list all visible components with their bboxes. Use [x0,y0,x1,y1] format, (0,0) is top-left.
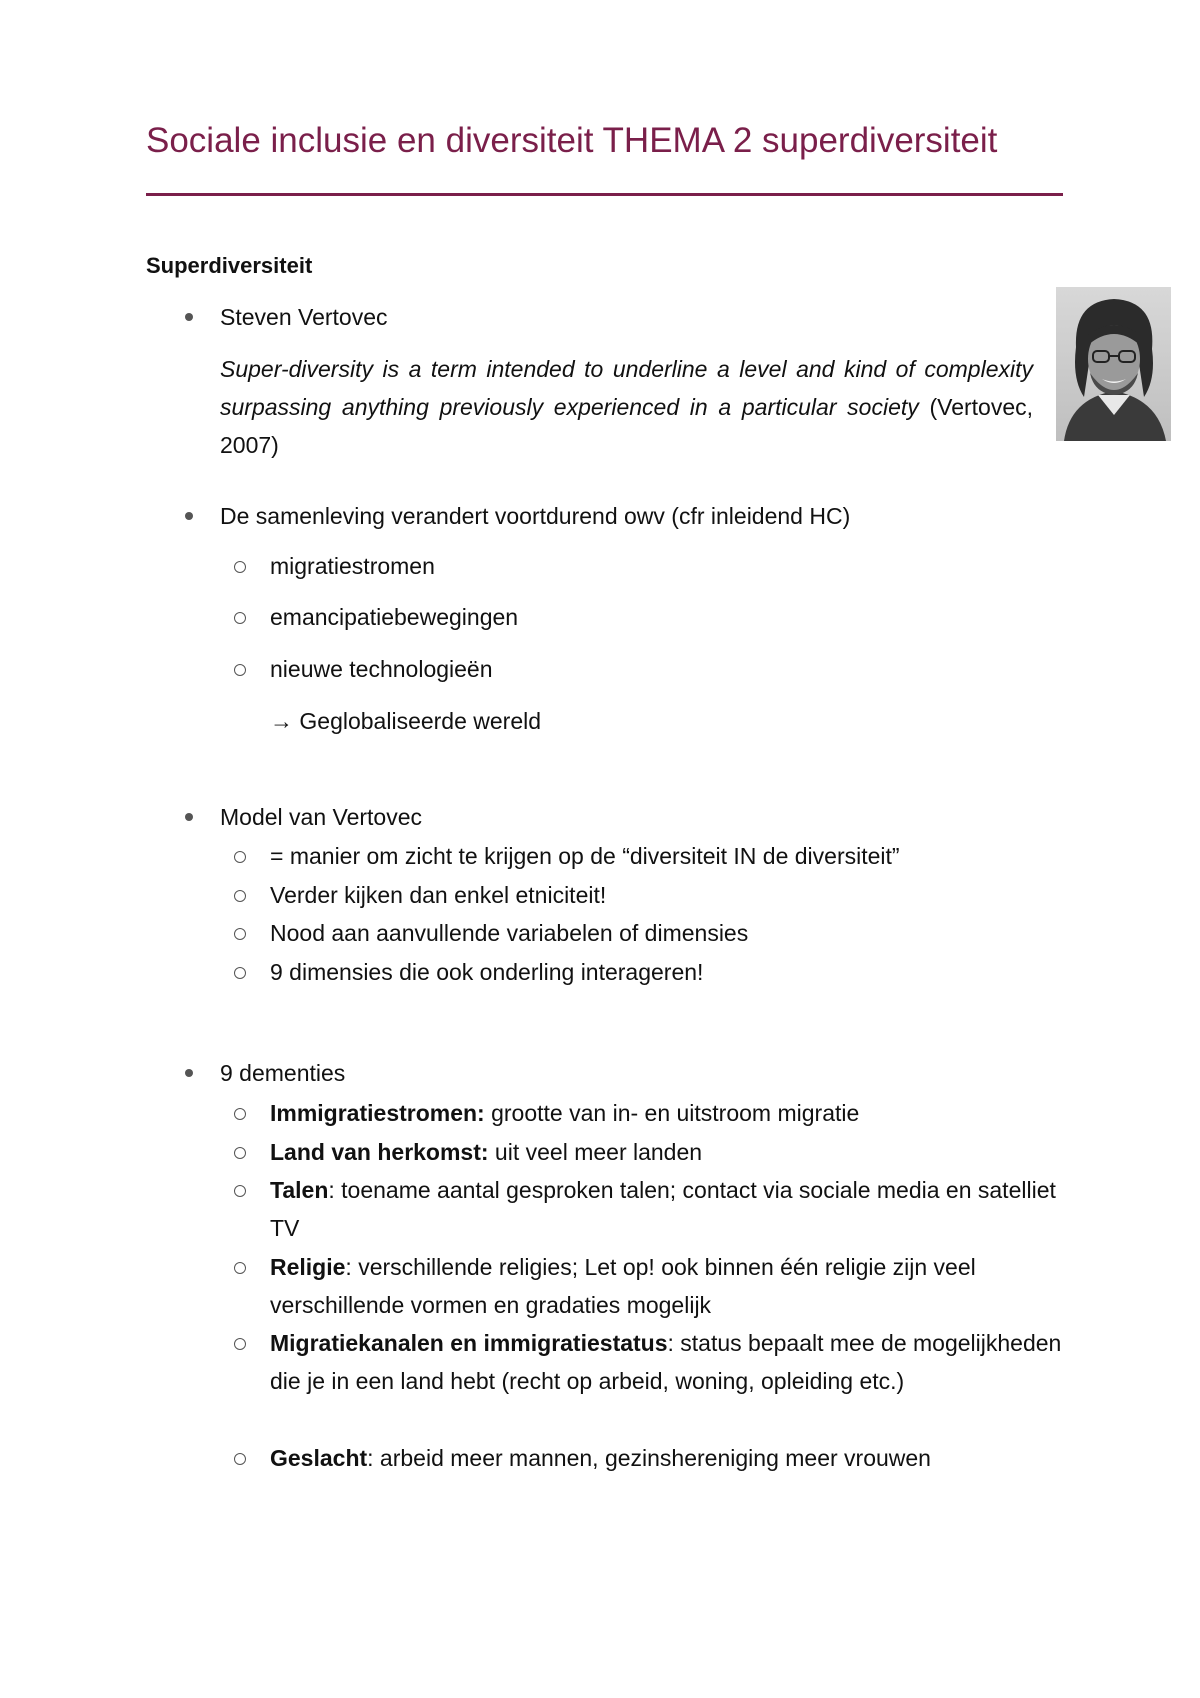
circle-bullet-icon [234,1147,246,1159]
dimension-item [270,1248,1070,1324]
dimension-term: Geslacht [270,1445,368,1471]
dimension-item [270,1094,859,1132]
circle-bullet-icon [234,928,246,940]
sub-item: nieuwe technologieën [270,656,493,682]
dimension-term: Immigratiestromen: [270,1100,485,1126]
circle-bullet-icon [234,1338,246,1350]
quote-citation: (Vertovec, 2007) [220,394,1034,458]
section-heading: Superdiversiteit [146,253,313,278]
vertovec-quote [220,350,1033,464]
circle-bullet-icon [234,561,246,573]
bullet-icon [185,313,193,321]
list-item-vertovec: Steven Vertovec [220,304,388,330]
dimension-text: uit veel meer landen [488,1139,703,1165]
bullet-icon [185,512,193,520]
dimension-term: Talen [270,1177,329,1203]
list-item-model: Model van Vertovec [220,804,423,830]
circle-bullet-icon [234,1453,246,1465]
dimension-item [270,1133,702,1171]
bullet-icon [185,813,193,821]
sub-item: 9 dimensies die ook onderling interageren! [270,959,704,985]
sub-item: Verder kijken dan enkel etniciteit! [270,882,607,908]
quote-text: Super-diversity is a term intended to underline a level and kind of complexity surpassing anything previously experienced in a particular society [220,356,1033,420]
dimension-term: Religie [270,1254,346,1280]
circle-bullet-icon [234,1108,246,1120]
dimension-text: grootte van in- en uitstroom migratie [484,1100,860,1126]
list-item-samenleving: De samenleving verandert voortdurend owv (cfr inleidend HC) [220,503,851,529]
title-divider [146,193,1063,196]
page-title: Sociale inclusie en diversiteit THEMA 2 superdiversiteit [146,121,998,160]
sub-item: migratiestromen [270,553,435,579]
dimension-text: : verschillende religies; Let op! ook binnen één religie zijn veel verschillende vormen en gradaties mogelijk [270,1254,976,1318]
conclusion-text: Geglobaliseerde wereld [299,708,542,734]
circle-bullet-icon [234,967,246,979]
circle-bullet-icon [234,664,246,676]
arrow-right-icon: → [270,708,293,734]
circle-bullet-icon [234,1262,246,1274]
dimension-text: : status bepaalt mee de mogelijkheden die je in een land hebt (recht op arbeid, woning, opleiding etc.) [270,1330,1062,1394]
sub-item: = manier om zicht te krijgen op de “diversiteit IN de diversiteit” [270,843,900,869]
dimension-item [270,1324,1070,1400]
sub-item: Nood aan aanvullende variabelen of dimensies [270,920,749,946]
list-item-dementies: 9 dementies [220,1060,346,1086]
dimension-text: : arbeid meer mannen, gezinshereniging meer vrouwen [367,1445,931,1471]
dimension-item [270,1439,931,1477]
circle-bullet-icon [234,851,246,863]
circle-bullet-icon [234,890,246,902]
dimension-term: Land van herkomst: [270,1139,489,1165]
dimension-item [270,1171,1070,1247]
conclusion-line [270,702,541,740]
dimension-term: Migratiekanalen en immigratiestatus [270,1330,668,1356]
dimension-text: : toename aantal gesproken talen; contact via sociale media en satelliet TV [270,1177,1056,1241]
circle-bullet-icon [234,1185,246,1197]
sub-item: emancipatiebewegingen [270,604,519,630]
portrait-photo [1056,287,1171,441]
circle-bullet-icon [234,612,246,624]
bullet-icon [185,1069,193,1077]
